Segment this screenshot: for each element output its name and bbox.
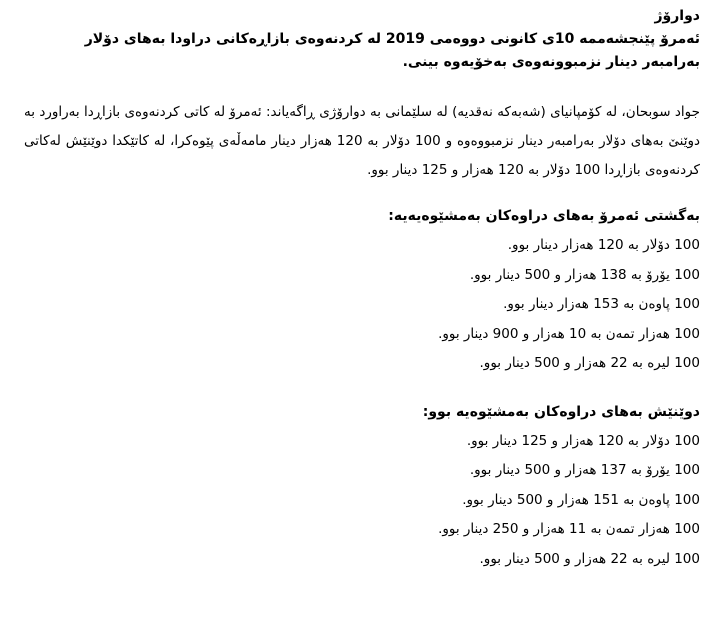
yesterday-rate-try: 100 لیرە بە 22 هەزار و 500 دینار بوو. (479, 550, 700, 567)
today-rate-usd: 100 دۆلار بە 120 هەزار دینار بوو. (507, 237, 700, 253)
yesterday-rate-gbp: 100 پاوەن بە 151 هەزار و 500 دینار بوو. (462, 491, 700, 508)
today-rate-eur: 100 یۆرۆ بە 138 هەزار و 500 دینار بوو. (469, 266, 700, 283)
yesterday-rate-usd: 100 دۆلار بە 120 هەزار و 125 دینار بوو. (466, 432, 700, 449)
yesterday-rates-list (24, 427, 700, 575)
article-headline: ئەمرۆ پێنجشەممە 10ی کانونی دووەمی 2019 لە کردنەوەی بازاڕەکانی دراودا بەهای دۆلار بەرامبەر دینار نزمبوونەوەی بەخۆیەوە بینی. (84, 31, 700, 70)
today-rate-try: 100 لیرە بە 22 هەزار و 500 دینار بوو. (479, 355, 700, 371)
today-rate-gbp: 100 پاوەن بە 153 هەزار دینار بوو. (503, 296, 700, 312)
article-kicker: دوارۆژ (654, 8, 700, 24)
today-rates-list (24, 231, 700, 379)
yesterday-rates-heading: دوێنێش بەهای دراوەکان بەمشێوەیە بوو: (422, 403, 700, 420)
yesterday-rate-eur: 100 یۆرۆ بە 137 هەزار و 500 دینار بوو. (469, 462, 700, 478)
today-rates-heading: بەگشتی ئەمرۆ بەهای دراوەکان بەمشێوەیەیە: (388, 208, 700, 224)
yesterday-rate-irr: 100 هەزار تمەن بە 11 هەزار و 250 دینار بوو. (438, 521, 700, 537)
article-lead-paragraph: جواد سوبحان، لە کۆمپانیای (شەبەکە نەقدیە) لە سلێمانی بە دوارۆژی ڕاگەیاند: ئەمرۆ لە کاتی کردنەوەی بازاڕدا بەراورد بە دوێنێ بەهای دۆلار بەرامبەر دینار نزمبووەوە و 100 دۆلار بە 120 هەزار دینار مامەڵەی پێوەکرا، لە کاتێکدا دوێنێش لەکاتی کردنەوەی بازاڕدا 100 دۆلار بە 120 هەزار و 125 دینار بوو. (24, 104, 700, 178)
article (16, 0, 708, 574)
today-rate-irr: 100 هەزار تمەن بە 10 هەزار و 900 دینار بوو. (438, 325, 700, 342)
